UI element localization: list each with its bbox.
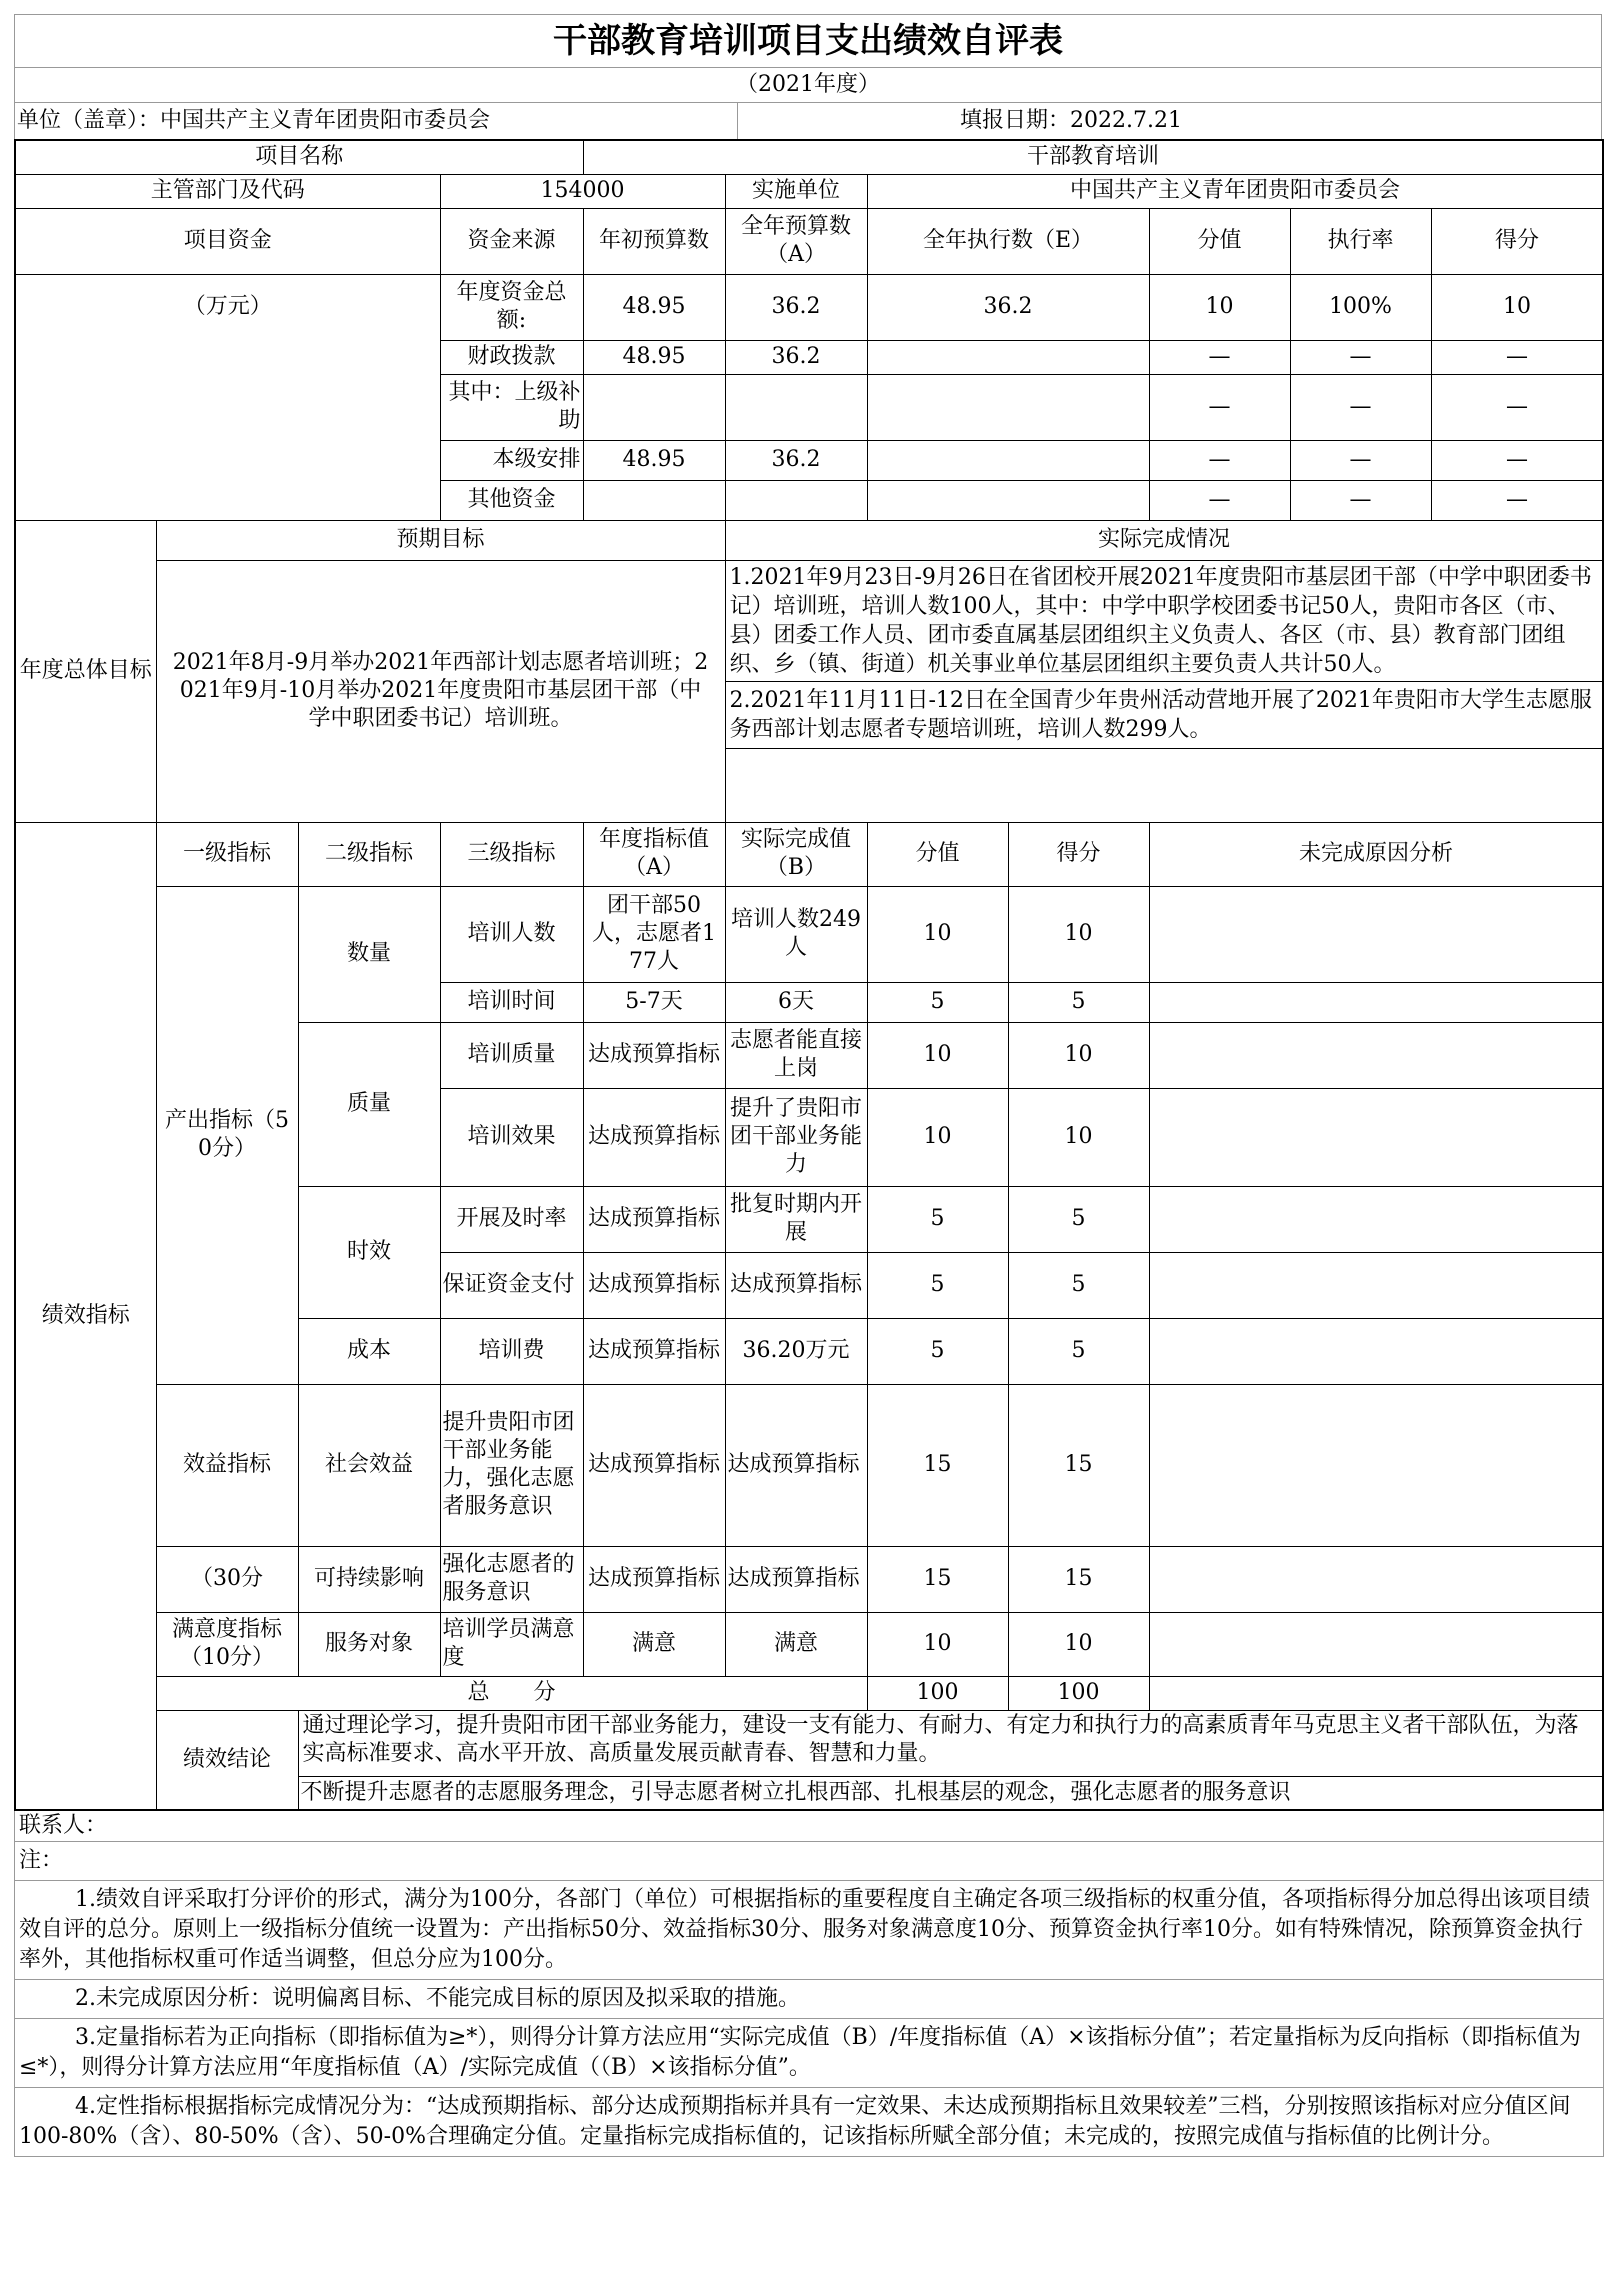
perf-cell: 开展及时率 (440, 1186, 583, 1252)
funds-cell: — (1431, 340, 1603, 374)
funds-cell: — (1431, 440, 1603, 480)
funds-cell (725, 374, 867, 440)
funds-cell: — (1290, 480, 1431, 520)
note-item: 2.未完成原因分析：说明偏离目标、不能完成目标的原因及拟采取的措施。 (15, 1980, 1603, 2019)
perf-label: 绩效指标 (15, 822, 156, 1810)
annual-goal-label: 年度总体目标 (15, 520, 156, 822)
perf-cell: 培训质量 (440, 1022, 583, 1088)
perf-reason-cell (1149, 1546, 1603, 1612)
perf-header: 未完成原因分析 (1149, 822, 1603, 886)
perf-header: 分值 (867, 822, 1008, 886)
funds-cell: 36.2 (725, 440, 867, 480)
total-score-value: 100 (867, 1676, 1008, 1710)
perf-cell: 培训效果 (440, 1088, 583, 1186)
total-label: 总 分 (156, 1676, 867, 1710)
perf-reason-cell (1149, 1088, 1603, 1186)
funds-cell: — (1149, 440, 1290, 480)
funds-cell: 10 (1149, 274, 1290, 340)
perf-cell: 培训人数249人 (725, 886, 867, 982)
total-reason-cell (1149, 1676, 1603, 1710)
perf-reason-cell (1149, 1186, 1603, 1252)
perf-header: 得分 (1008, 822, 1149, 886)
perf-cell: 达成预算指标 (583, 1252, 725, 1318)
perf-reason-cell (1149, 1022, 1603, 1088)
perf-cell: 10 (1008, 1088, 1149, 1186)
page-title: 干部教育培训项目支出绩效自评表 (14, 14, 1602, 67)
perf-cell: 达成预算指标 (583, 1088, 725, 1186)
note-item: 4.定性指标根据指标完成情况分为：“达成预期指标、部分达成预期指标并具有一定效果、未达成预期指标且效果较差”三档，分别按照该指标对应分值区间100-80%（含）、80-50%（含）、50-0%合理确定分值。定量指标完成指标值的，记该指标所赋全部分值；未完成的，按照完成值与指标值的比例计分。 (15, 2088, 1603, 2157)
quality-label: 质量 (298, 1022, 440, 1186)
perf-cell: 5 (1008, 982, 1149, 1022)
contact-label: 联系人： (15, 1811, 1603, 1842)
perf-cell: 5 (867, 1318, 1008, 1384)
funds-cell: 48.95 (583, 340, 725, 374)
perf-cell: 10 (1008, 886, 1149, 982)
funds-cell (867, 440, 1149, 480)
impl-unit-label: 实施单位 (725, 174, 867, 208)
funds-cell: 36.2 (867, 274, 1149, 340)
perf-header: 三级指标 (440, 822, 583, 886)
funds-cell: 10 (1431, 274, 1603, 340)
perf-cell: 志愿者能直接上岗 (725, 1022, 867, 1088)
actual-completion-cell (725, 560, 1603, 822)
funds-cell: 48.95 (583, 274, 725, 340)
perf-cell: 5 (1008, 1318, 1149, 1384)
funds-cell (867, 340, 1149, 374)
dept-label: 主管部门及代码 (15, 174, 440, 208)
funds-cell: 其他资金 (440, 480, 583, 520)
perf-reason-cell (1149, 1252, 1603, 1318)
funds-header-source: 资金来源 (440, 208, 583, 274)
perf-cell: 5 (867, 982, 1008, 1022)
perf-cell: 提升贵阳市团干部业务能力，强化志愿者服务意识 (440, 1384, 583, 1546)
perf-cell: 15 (1008, 1384, 1149, 1546)
fill-date: 填报日期：2022.7.21 (960, 108, 1182, 133)
funds-unit-label: （万元） (15, 274, 440, 520)
evaluation-sheet (14, 14, 1602, 2157)
main-table (14, 139, 1604, 1811)
perf-cell: 5-7天 (583, 982, 725, 1022)
funds-header-annual: 全年预算数（A） (725, 208, 867, 274)
funds-header-score: 得分 (1431, 208, 1603, 274)
perf-cell: 培训时间 (440, 982, 583, 1022)
funds-cell: — (1290, 374, 1431, 440)
perf-cell: 15 (1008, 1546, 1149, 1612)
funds-cell: — (1149, 374, 1290, 440)
perf-reason-cell (1149, 1384, 1603, 1546)
funds-cell: — (1431, 480, 1603, 520)
perf-reason-cell (1149, 982, 1603, 1022)
perf-reason-cell (1149, 886, 1603, 982)
project-name-value: 干部教育培训 (583, 140, 1603, 174)
perf-cell: 达成预算指标 (583, 1186, 725, 1252)
benefit-indicator-score-label: （30分 (156, 1546, 298, 1612)
perf-reason-cell (1149, 1612, 1603, 1676)
expected-goal-text: 2021年8月-9月举办2021年西部计划志愿者培训班；2021年9月-10月举办2021年度贵阳市基层团干部（中学中职团委书记）培训班。 (156, 560, 725, 822)
funds-cell: 年度资金总额: (440, 274, 583, 340)
funds-cell: — (1149, 480, 1290, 520)
perf-cell: 达成预算指标 (583, 1022, 725, 1088)
perf-cell: 6天 (725, 982, 867, 1022)
output-indicator-label: 产出指标（50分） (156, 886, 298, 1384)
perf-cell: 10 (867, 1022, 1008, 1088)
perf-cell: 团干部50人，志愿者177人 (583, 886, 725, 982)
funds-cell: 36.2 (725, 340, 867, 374)
quantity-label: 数量 (298, 886, 440, 1022)
unit-row (14, 102, 1602, 139)
expected-goal-label: 预期目标 (156, 520, 725, 560)
funds-cell (725, 480, 867, 520)
funds-cell: 本级安排 (440, 440, 583, 480)
perf-cell: 10 (1008, 1022, 1149, 1088)
project-name-label: 项目名称 (15, 140, 583, 174)
perf-reason-cell (1149, 1318, 1603, 1384)
total-score-got: 100 (1008, 1676, 1149, 1710)
funds-label: 项目资金 (15, 208, 440, 274)
funds-cell: 100% (1290, 274, 1431, 340)
actual-completion-text-1: 1.2021年9月23日-9月26日在省团校开展2021年度贵阳市基层团干部（中学中职团委书记）培训班，培训人数100人，其中：中学中职学校团委书记50人，贵阳市各区（市、县）团委工作人员、团市委直属基层团组织主义负责人、各区（市、县）教育部门团组织、乡（镇、街道）机关事业单位基层团组织主要负责人共计50人。 (726, 561, 1603, 682)
service-object-label: 服务对象 (298, 1612, 440, 1676)
perf-cell: 满意 (583, 1612, 725, 1676)
benefit-indicator-label: 效益指标 (156, 1384, 298, 1546)
perf-cell: 5 (867, 1252, 1008, 1318)
perf-cell: 达成预算指标 (583, 1546, 725, 1612)
timeliness-label: 时效 (298, 1186, 440, 1318)
perf-cell: 10 (867, 1612, 1008, 1676)
perf-cell: 达成预算指标 (583, 1318, 725, 1384)
perf-cell: 5 (867, 1186, 1008, 1252)
perf-header: 年度指标值（A） (583, 822, 725, 886)
perf-cell: 满意 (725, 1612, 867, 1676)
perf-cell: 5 (1008, 1252, 1149, 1318)
funds-cell: — (1290, 340, 1431, 374)
funds-cell: — (1431, 374, 1603, 440)
funds-cell (867, 480, 1149, 520)
perf-cell: 15 (867, 1384, 1008, 1546)
note-item: 3.定量指标若为正向指标（即指标值为≥*），则得分计算方法应用“实际完成值（B）/年度指标值（A）×该指标分值”；若定量指标为反向指标（即指标值为≤*），则得分计算方法应用“年度指标值（A）/实际完成值（（B）×该指标分值”。 (15, 2019, 1603, 2088)
funds-cell (583, 480, 725, 520)
perf-cell: 达成预算指标 (725, 1252, 867, 1318)
cost-label: 成本 (298, 1318, 440, 1384)
conclusion-text-1: 通过理论学习，提升贵阳市团干部业务能力，建设一支有能力、有耐力、有定力和执行力的高素质青年马克思主义者干部队伍，为落实高标准要求、高水平开放、高质量发展贡献青春、智慧和力量。 (298, 1710, 1603, 1776)
perf-cell: 10 (867, 1088, 1008, 1186)
funds-cell: 财政拨款 (440, 340, 583, 374)
funds-cell: — (1290, 440, 1431, 480)
perf-cell: 提升了贵阳市团干部业务能力 (725, 1088, 867, 1186)
notes-label: 注： (15, 1842, 1603, 1881)
perf-cell: 达成预算指标 (725, 1546, 867, 1612)
note-item: 1.绩效自评采取打分评价的形式，满分为100分，各部门（单位）可根据指标的重要程度自主确定各项三级指标的权重分值，各项指标得分加总得出该项目绩效自评的总分。原则上一级指标分值统一设置为：产出指标50分、效益指标30分、服务对象满意度10分、预算资金执行率10分。如有特殊情况，除预算资金执行率外，其他指标权重可作适当调整，但总分应为100分。 (15, 1881, 1603, 1980)
perf-header: 实际完成值（B） (725, 822, 867, 886)
perf-cell: 36.20万元 (725, 1318, 867, 1384)
dept-code: 154000 (440, 174, 725, 208)
funds-header-rate: 执行率 (1290, 208, 1431, 274)
social-benefit-label: 社会效益 (298, 1384, 440, 1546)
actual-completion-text-2: 2.2021年11月11日-12日在全国青少年贵州活动营地开展了2021年贵阳市大学生志愿服务西部计划志愿者专题培训班，培训人数299人。 (726, 682, 1603, 749)
year-label: （2021年度） (14, 67, 1602, 102)
funds-header-score-value: 分值 (1149, 208, 1290, 274)
perf-cell: 培训费 (440, 1318, 583, 1384)
perf-header: 一级指标 (156, 822, 298, 886)
funds-header-executed: 全年执行数（E） (867, 208, 1149, 274)
perf-cell: 10 (867, 886, 1008, 982)
footer-notes (14, 1811, 1604, 2157)
perf-header: 二级指标 (298, 822, 440, 886)
actual-completion-label: 实际完成情况 (725, 520, 1603, 560)
funds-cell (583, 374, 725, 440)
perf-cell: 达成预算指标 (725, 1384, 867, 1546)
funds-cell (867, 374, 1149, 440)
conclusion-text-2: 不断提升志愿者的志愿服务理念，引导志愿者树立扎根西部、扎根基层的观念，强化志愿者的服务意识 (298, 1776, 1603, 1810)
satisfaction-indicator-label: 满意度指标（10分） (156, 1612, 298, 1676)
funds-header-initial: 年初预算数 (583, 208, 725, 274)
perf-cell: 培训人数 (440, 886, 583, 982)
conclusion-label: 绩效结论 (156, 1710, 298, 1810)
perf-cell: 达成预算指标 (583, 1384, 725, 1546)
sustainability-label: 可持续影响 (298, 1546, 440, 1612)
perf-cell: 5 (1008, 1186, 1149, 1252)
funds-cell: 36.2 (725, 274, 867, 340)
funds-cell: 48.95 (583, 440, 725, 480)
perf-cell: 10 (1008, 1612, 1149, 1676)
funds-cell: — (1149, 340, 1290, 374)
perf-cell: 培训学员满意度 (440, 1612, 583, 1676)
perf-cell: 15 (867, 1546, 1008, 1612)
funds-cell: 其中：上级补助 (440, 374, 583, 440)
perf-cell: 保证资金支付 (440, 1252, 583, 1318)
unit-label: 单位（盖章）：中国共产主义青年团贵阳市委员会 (15, 103, 738, 139)
perf-cell: 批复时期内开展 (725, 1186, 867, 1252)
impl-unit-value: 中国共产主义青年团贵阳市委员会 (867, 174, 1603, 208)
perf-cell: 强化志愿者的服务意识 (440, 1546, 583, 1612)
